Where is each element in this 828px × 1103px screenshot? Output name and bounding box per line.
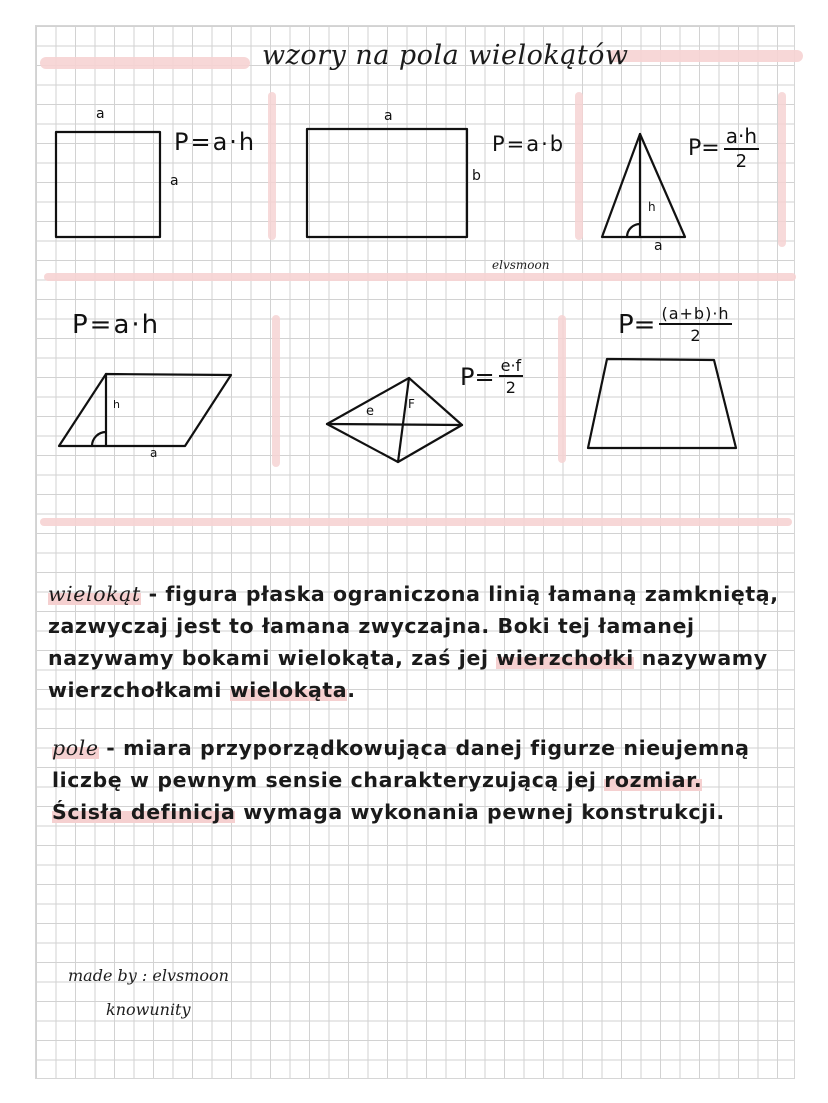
signature-made-by: made by : elvsmoon <box>68 966 229 985</box>
rhombus-e-label: e <box>366 404 374 419</box>
trapezoid-formula: P= $\frac{(a+b)\cdot h}{2}$ <box>618 304 730 345</box>
definition-area: pole - miara przyporządkowująca danej figurze nieujemną liczbę w pewnym sensie charakteryzującą jej rozmiar. Ścisła definicja wymaga wykonania pewnej konstrukcji. <box>52 736 750 824</box>
triangle-base-label: a <box>654 238 663 254</box>
square-side-top: a <box>96 106 105 122</box>
triangle-shape <box>602 134 685 237</box>
term-polygon: wielokąt <box>48 582 141 606</box>
triangle-formula: P= $\frac{a\cdot h}{2}$ <box>688 124 757 172</box>
signature-knowunity: knowunity <box>106 1000 191 1019</box>
parallelogram-height-label: h <box>113 398 120 411</box>
trapezoid-shape <box>588 359 736 448</box>
parallelogram-right-angle <box>92 432 106 446</box>
watermark: elvsmoon <box>492 258 550 272</box>
square-shape <box>56 132 160 237</box>
definition-polygon: wielokąt - figura płaska ograniczona linią łamaną zamkniętą, zazwyczaj jest to łamana zwyczajna. Boki tej łamanej nazywamy bokami wielokąta, zaś jej wierzchołki nazywamy wierzchołkami wielokąta. <box>48 582 779 702</box>
square-side-right: a <box>170 173 179 189</box>
rhombus-formula: P= $\frac{e\cdot f}{2}$ <box>460 356 522 397</box>
rectangle-side-right: b <box>472 168 481 184</box>
square-formula: P=a·h <box>174 128 257 156</box>
triangle-right-angle <box>627 224 640 237</box>
triangle-height-label: h <box>648 200 656 214</box>
term-area: pole <box>52 736 99 760</box>
rhombus-shape <box>327 378 462 462</box>
parallelogram-formula: P=a·h <box>72 310 161 340</box>
page-title: wzory na pola wielokątów <box>262 40 629 71</box>
rhombus-diagonal-e <box>327 424 462 425</box>
parallelogram-base-label: a <box>150 446 158 460</box>
parallelogram-shape <box>59 374 231 446</box>
rhombus-f-label: F <box>408 397 415 411</box>
rhombus-diagonal-f <box>398 378 409 462</box>
rectangle-shape <box>307 129 467 237</box>
rectangle-side-top: a <box>384 108 393 124</box>
rectangle-formula: P=a·b <box>492 132 566 156</box>
